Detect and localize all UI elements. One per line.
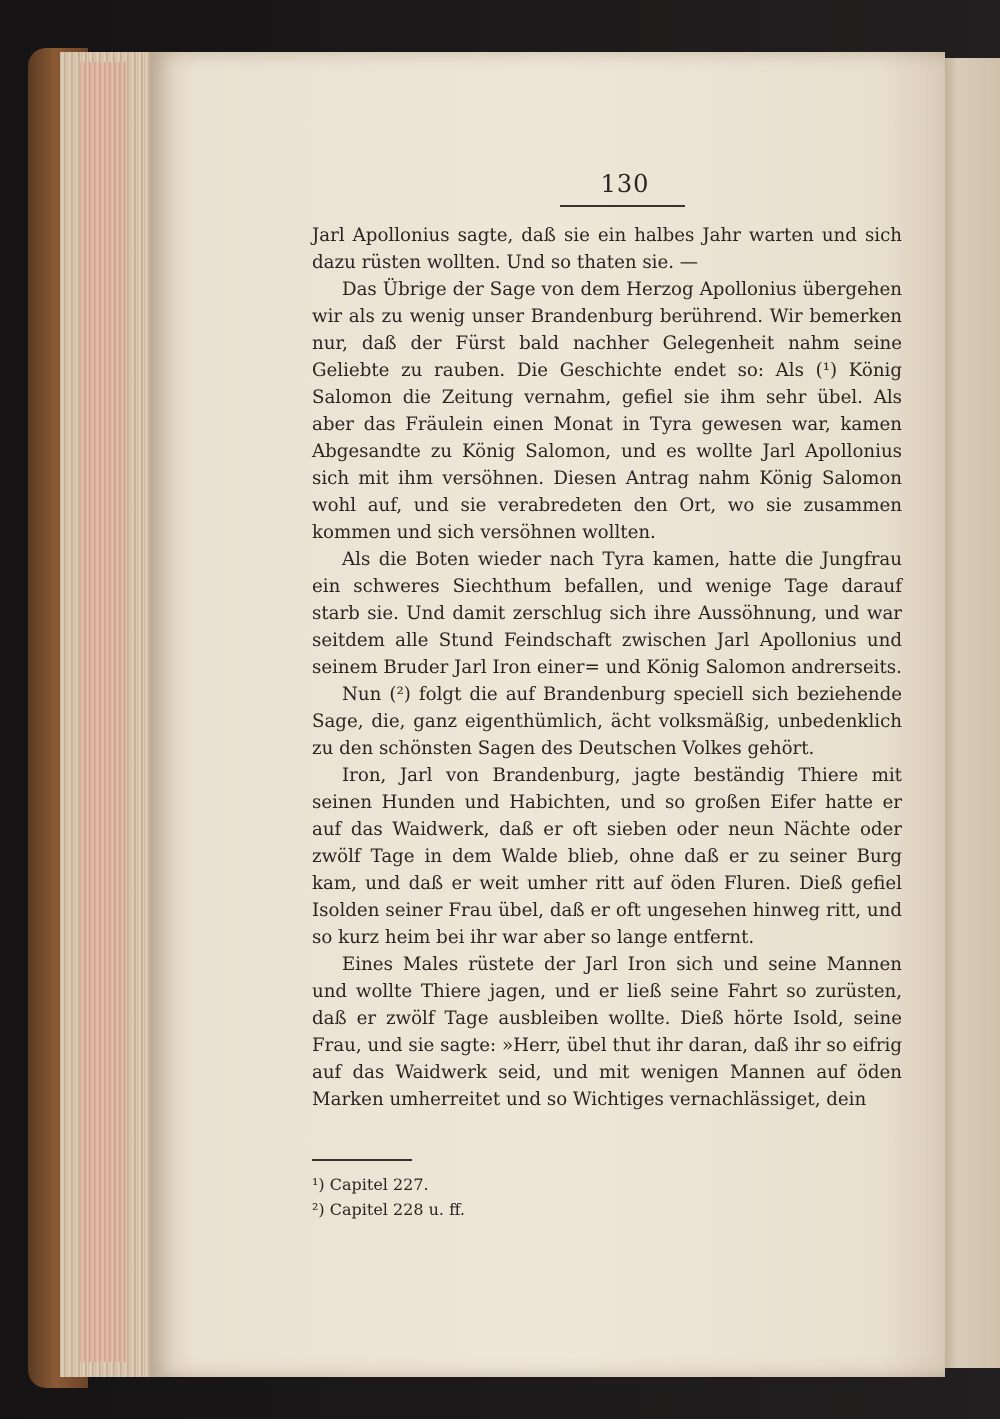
footnote-rule — [312, 1159, 412, 1161]
page-number: 130 — [600, 170, 650, 198]
paragraph-6: Eines Males rüstete der Jarl Iron sich und seine Mannen und wollte Thiere jagen, und er ließ seine Fahrt so zurüsten, daß er zwölf Tage ausbleiben wollte. Dieß hörte Isold, seine Frau, und sie sagte: »Herr, übel thut ihr daran, daß ihr so eifrig auf das Waidwerk seid, und mit wenigen Mannen auf öden Marken umherreitet und so Wichtiges vernachlässiget, dein — [312, 954, 902, 1110]
body-text — [312, 222, 902, 1113]
paragraph-1: Jarl Apollonius sagte, daß sie ein halbes Jahr warten und sich dazu rüsten wollten. Und so thaten sie. — — [312, 225, 902, 273]
footnote-1: ¹) Capitel 227. — [312, 1175, 429, 1194]
footnote-2: ²) Capitel 228 u. ff. — [312, 1200, 465, 1219]
page-stack-edge — [80, 62, 126, 1362]
page-number-rule — [560, 205, 685, 207]
paragraph-2: Das Übrige der Sage von dem Herzog Apollonius übergehen wir als zu wenig unser Brandenburg berührend. Wir bemerken nur, daß der Fürst bald nachher Gelegenheit nahm seine Geliebte zu rauben. Die Geschichte endet so: Als (¹) König Salomon die Zeitung vernahm, gefiel sie ihm sehr übel. Als aber das Fräulein einen Monat in Tyra gewesen war, kamen Abgesandte zu König Salomon, und es wollte Jarl Apollonius sich mit ihm versöhnen. Diesen Antrag nahm König Salomon wohl auf, und sie verabredeten den Ort, wo sie zusammen kommen und sich versöhnen wollten. — [312, 279, 902, 543]
footnotes — [312, 1172, 712, 1222]
paragraph-5: Iron, Jarl von Brandenburg, jagte beständig Thiere mit seinen Hunden und Habichten, und so großen Eifer hatte er auf das Waidwerk, daß er oft sieben oder neun Nächte oder zwölf Tage in dem Walde blieb, ohne daß er zu seiner Burg kam, und daß er weit umher ritt auf öden Fluren. Dieß gefiel Isolden seiner Frau übel, daß er oft ungesehen hinweg ritt, und so kurz heim bei ihr war aber so lange entfernt. — [312, 765, 902, 948]
facing-page-edge — [940, 58, 1000, 1368]
paragraph-4: Nun (²) folgt die auf Brandenburg speciell sich beziehende Sage, die, ganz eigenthümlich, ächt volksmäßig, unbedenklich zu den schönsten Sagen des Deutschen Volkes gehört. — [312, 684, 902, 759]
paragraph-3: Als die Boten wieder nach Tyra kamen, hatte die Jungfrau ein schweres Siechthum befallen, und wenige Tage darauf starb sie. Und damit zerschlug sich ihre Aussöhnung, und war seitdem alle Stund Feindschaft zwischen Jarl Apollonius und seinem Bruder Jarl Iron einer= und König Salomon andrerseits. — [312, 549, 902, 678]
